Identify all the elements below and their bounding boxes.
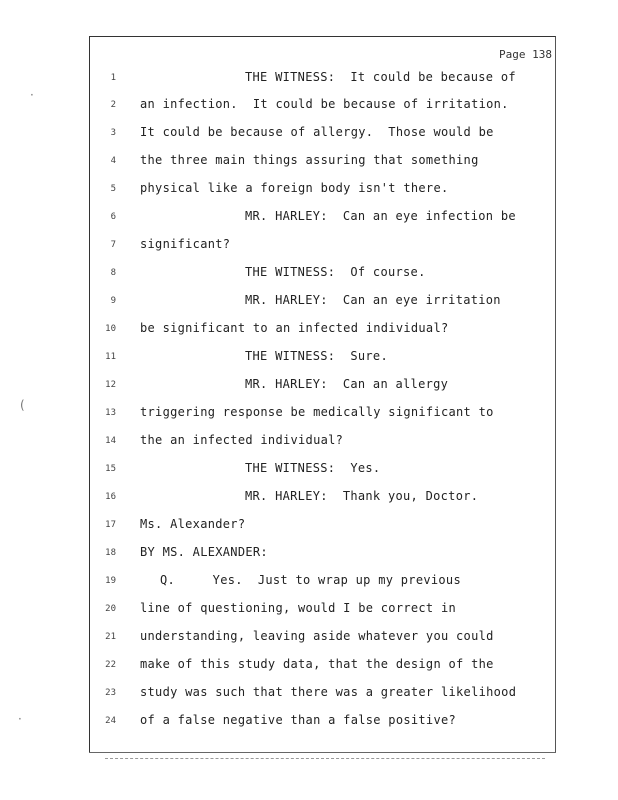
line-number: 1	[110, 73, 116, 83]
line-number: 3	[110, 128, 116, 138]
line-text: MR. HARLEY: Can an eye infection be	[245, 209, 516, 223]
line-text: MR. HARLEY: Can an eye irritation	[245, 293, 501, 307]
line-number: 24	[105, 716, 116, 726]
transcript-line	[100, 209, 550, 229]
transcript-line	[100, 461, 550, 481]
transcript-line	[100, 545, 550, 565]
transcript-line	[100, 713, 550, 733]
transcript-line	[100, 265, 550, 285]
line-number: 19	[105, 576, 116, 586]
line-text: triggering response be medically significant to	[140, 405, 494, 419]
line-number: 11	[105, 352, 116, 362]
line-text: It could be because of allergy. Those would be	[140, 125, 494, 139]
line-text: an infection. It could be because of irritation.	[140, 97, 509, 111]
line-text: THE WITNESS: Of course.	[245, 265, 426, 279]
transcript-line	[100, 405, 550, 425]
line-text: Q. Yes. Just to wrap up my previous	[160, 573, 461, 587]
line-text: MR. HARLEY: Thank you, Doctor.	[245, 489, 479, 503]
line-text: study was such that there was a greater likelihood	[140, 685, 517, 699]
transcript-line	[100, 97, 550, 117]
line-number: 22	[105, 660, 116, 670]
line-text: THE WITNESS: Sure.	[245, 349, 388, 363]
line-number: 9	[110, 296, 116, 306]
line-number: 6	[110, 212, 116, 222]
transcript-line	[100, 349, 550, 369]
line-number: 16	[105, 492, 116, 502]
transcript-line	[100, 153, 550, 173]
transcript-line	[100, 181, 550, 201]
line-number: 4	[110, 156, 116, 166]
transcript-line	[100, 517, 550, 537]
bottom-rule	[89, 752, 556, 753]
line-number: 2	[110, 100, 116, 110]
transcript-line	[100, 489, 550, 509]
bottom-rule-dashed	[105, 758, 545, 759]
transcript-line	[100, 629, 550, 649]
line-text: BY MS. ALEXANDER:	[140, 545, 268, 559]
transcript-line	[100, 573, 550, 593]
transcript-line	[100, 237, 550, 257]
transcript-line	[100, 657, 550, 677]
line-number: 14	[105, 436, 116, 446]
line-number: 8	[110, 268, 116, 278]
transcript-line	[100, 293, 550, 313]
margin-mark: ·	[30, 88, 34, 102]
line-number: 20	[105, 604, 116, 614]
line-number: 12	[105, 380, 116, 390]
line-number: 23	[105, 688, 116, 698]
line-number: 15	[105, 464, 116, 474]
page-number: Page 138	[499, 48, 552, 61]
transcript-line	[100, 601, 550, 621]
line-number: 5	[110, 184, 116, 194]
line-text: physical like a foreign body isn't there.	[140, 181, 449, 195]
transcript-line	[100, 70, 550, 90]
line-text: Ms. Alexander?	[140, 517, 246, 531]
line-text: THE WITNESS: It could be because of	[245, 70, 516, 84]
line-number: 13	[105, 408, 116, 418]
line-text: the three main things assuring that something	[140, 153, 479, 167]
line-number: 7	[110, 240, 116, 250]
transcript-line	[100, 377, 550, 397]
margin-mark: (	[20, 398, 25, 412]
transcript-line	[100, 433, 550, 453]
transcript-line	[100, 321, 550, 341]
line-text: THE WITNESS: Yes.	[245, 461, 381, 475]
line-number: 18	[105, 548, 116, 558]
line-text: make of this study data, that the design of the	[140, 657, 494, 671]
line-number: 21	[105, 632, 116, 642]
line-text: significant?	[140, 237, 231, 251]
line-text: be significant to an infected individual?	[140, 321, 449, 335]
line-number: 10	[105, 324, 116, 334]
line-text: the an infected individual?	[140, 433, 344, 447]
transcript-line	[100, 685, 550, 705]
line-text: MR. HARLEY: Can an allergy	[245, 377, 449, 391]
transcript-line	[100, 125, 550, 145]
line-number: 17	[105, 520, 116, 530]
margin-mark: ·	[18, 712, 22, 726]
line-text: line of questioning, would I be correct in	[140, 601, 457, 615]
line-text: understanding, leaving aside whatever you could	[140, 629, 494, 643]
line-text: of a false negative than a false positive?	[140, 713, 457, 727]
